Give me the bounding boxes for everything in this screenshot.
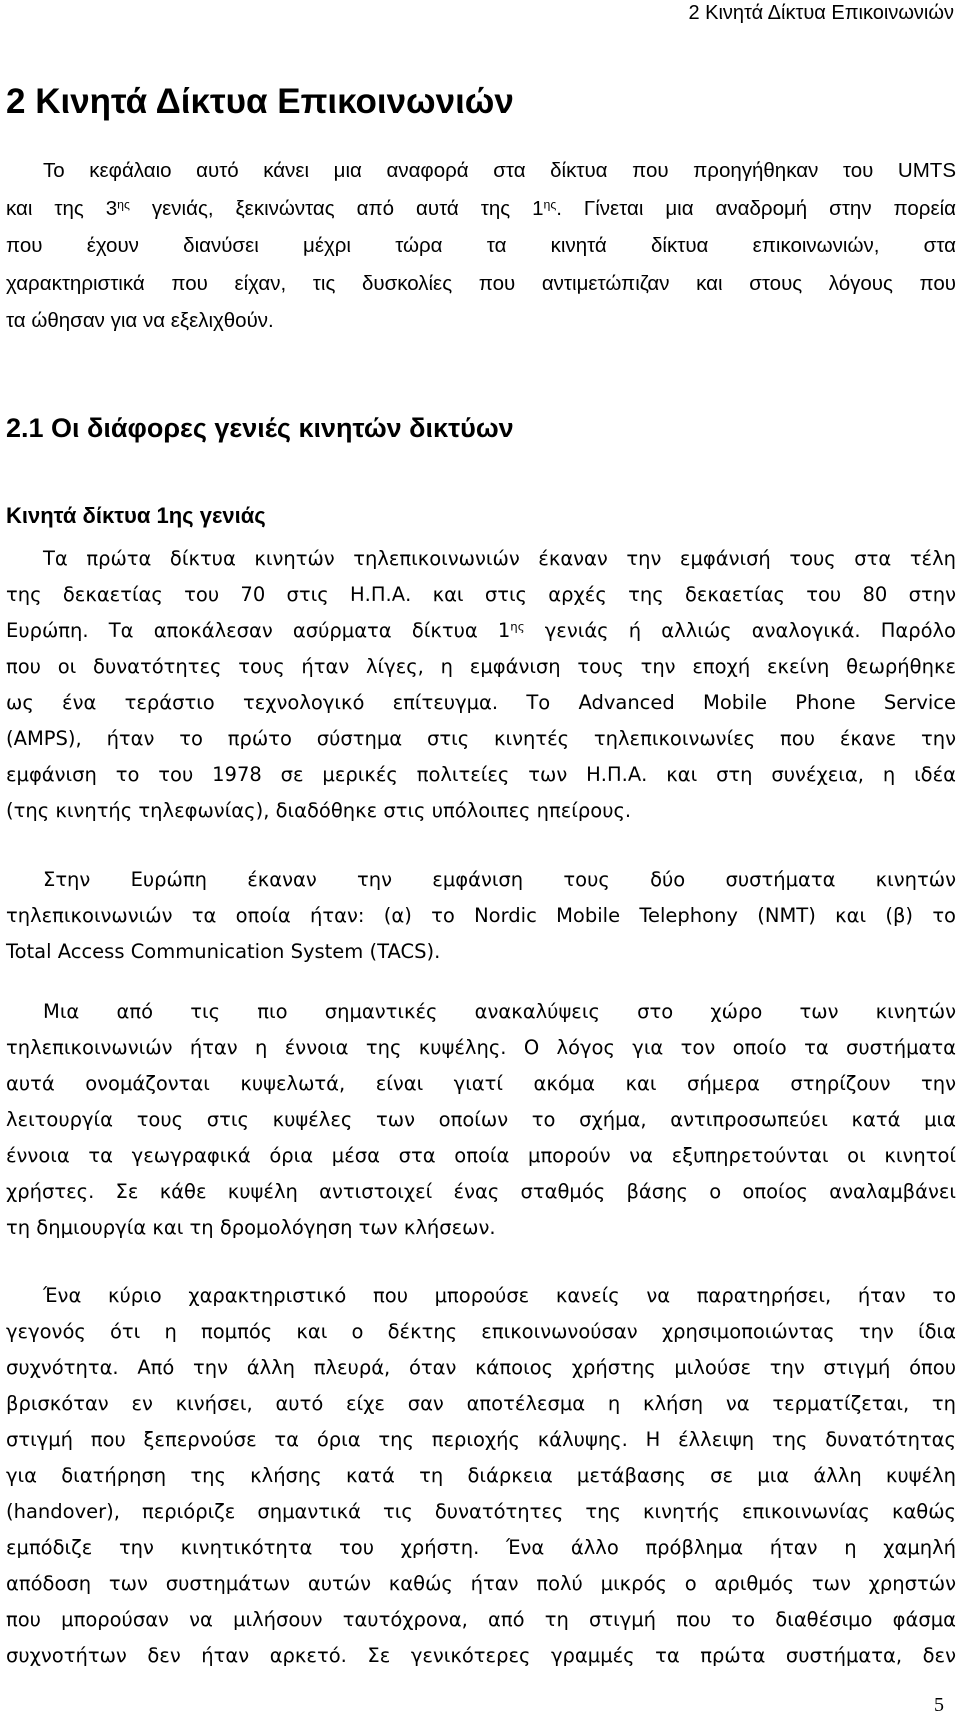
text-line: τη δημιουργία και τη δρομολόγηση των κλήσεων. (6, 1216, 496, 1239)
text-line: Ευρώπη. Τα αποκάλεσαν ασύρματα δίκτυα $1^{\eta\varsigma}$ γενιάς ή αλλιώς αναλογικά. Παρόλο (6, 619, 956, 642)
text-line: τηλεπικοινωνιών ήταν η έννοια της κυψέλης. Ο λόγος για τον οποίο τα συστήματα (6, 1036, 956, 1059)
paragraph-4 (6, 1278, 956, 1674)
text-line: της δεκαετίας του 70 στις Η.Π.Α. και στις αρχές της δεκαετίας του 80 στην (6, 583, 956, 606)
text-line: συχνότητα. Από την άλλη πλευρά, όταν κάποιος χρήστης μιλούσε την στιγμή όπου (6, 1356, 956, 1379)
text-line: λειτουργία τους στις κυψέλες των οποίων το σχήμα, αντιπροσωπεύει κατά μια (6, 1108, 956, 1131)
text-line: στιγμή που ξεπερνούσε τα όρια της περιοχής κάλυψης. Η έλλειψη της δυνατότητας (6, 1428, 956, 1451)
text-line: (handover), περιόριζε σημαντικά τις δυνατότητες της κινητής επικοινωνίας καθώς (6, 1500, 956, 1523)
text-line: (AMPS), ήταν το πρώτο σύστημα στις κινητές τηλεπικοινωνίες που έκανε την (6, 727, 956, 750)
text-line: απόδοση των συστημάτων αυτών καθώς ήταν πολύ μικρός ο αριθμός των χρηστών (6, 1572, 956, 1595)
text-line: που οι δυνατότητες τους ήταν λίγες, η εμφάνιση τους την εποχή εκείνη θεωρήθηκε (6, 655, 956, 678)
text-line: γεγονός ότι η πομπός και ο δέκτης επικοινωνούσαν χρησιμοποιώντας την ίδια (6, 1320, 956, 1343)
section-title: 2.1 Οι διάφορες γενιές κινητών δικτύων (6, 413, 514, 443)
chapter-title: 2 Κινητά Δίκτυα Επικοινωνιών (6, 82, 514, 121)
intro-paragraph (6, 152, 956, 340)
paragraph-3 (6, 994, 956, 1246)
text-line: Στην Ευρώπη έκαναν την εμφάνιση τους δύο συστήματα κινητών (43, 868, 956, 891)
paragraph-2 (6, 862, 956, 970)
text-line: έννοια τα γεωγραφικά όρια μέσα στα οποία μπορούν να εξυπηρετούνται οι κινητοί (6, 1144, 956, 1167)
text-line: για διατήρηση της κλήσης κατά τη διάρκεια μετάβασης σε μια άλλη κυψέλη (6, 1464, 956, 1487)
text-line: βρισκόταν εν κινήσει, αυτό είχε σαν αποτέλεσμα η κλήση να τερματίζεται, τη (6, 1392, 956, 1415)
subsection-title: Κινητά δίκτυα 1ης γενιάς (6, 503, 266, 528)
text-line: Ένα κύριο χαρακτηριστικό που μπορούσε κανείς να παρατηρήσει, ήταν το (43, 1284, 956, 1307)
page-number: 5 (934, 1694, 944, 1716)
text-line: χαρακτηριστικά που είχαν, τις δυσκολίες που αντιμετώπιζαν και στους λόγους που (6, 271, 956, 295)
text-line: τα ώθησαν για να εξελιχθούν. (6, 309, 274, 332)
text-line: Total Access Communication System (TACS). (6, 940, 441, 963)
text-line: τηλεπικοινωνιών τα οποία ήταν: (α) το Nordic Mobile Telephony (NMT) και (β) το (6, 904, 956, 927)
text-line: ως ένα τεράστιο τεχνολογικό επίτευγμα. Το Advanced Mobile Phone Service (6, 691, 956, 714)
paragraph-1 (6, 541, 956, 829)
text-line: (της κινητής τηλεφωνίας), διαδόθηκε στις υπόλοιπες ηπείρους. (6, 799, 632, 822)
text-line: εμφάνιση το του 1978 σε μερικές πολιτείες των Η.Π.Α. και στη συνέχεια, η ιδέα (6, 763, 956, 786)
text-line: χρήστες. Σε κάθε κυψέλη αντιστοιχεί ένας σταθμός βάσης ο οποίος αναλαμβάνει (6, 1180, 956, 1203)
text-line: Το κεφάλαιο αυτό κάνει μια αναφορά στα δίκτυα που προηγήθηκαν του UMTS (43, 159, 956, 182)
text-line: αυτά ονομάζονται κυψελωτά, είναι γιατί ακόμα και σήμερα στηρίζουν την (6, 1072, 956, 1095)
text-line: συχνοτήτων δεν ήταν αρκετό. Σε γενικότερες γραμμές τα πρώτα συστήματα, δεν (6, 1644, 956, 1667)
text-line: Τα πρώτα δίκτυα κινητών τηλεπικοινωνιών έκαναν την εμφάνισή τους στα τέλη (43, 547, 956, 570)
text-line: που έχουν διανύσει μέχρι τώρα τα κινητά δίκτυα επικοινωνιών, στα (6, 234, 956, 257)
text-line: Μια από τις πιο σημαντικές ανακαλύψεις στο χώρο των κινητών (43, 1000, 956, 1023)
text-line: εμπόδιζε την κινητικότητα του χρήστη. Ένα άλλο πρόβλημα ήταν η χαμηλή (6, 1536, 956, 1559)
text-line: και της $3^{\eta\varsigma}$ γενιάς, ξεκινώντας από αυτά της $1^{\eta\varsigma}$. Γίνεται μια αναδρομή στην πορεία (6, 196, 957, 220)
text-line: που μπορούσαν να μιλήσουν ταυτόχρονα, από τη στιγμή που το διαθέσιμο φάσμα (6, 1608, 956, 1631)
running-header: 2 Κινητά Δίκτυα Επικοινωνιών (688, 2, 954, 24)
